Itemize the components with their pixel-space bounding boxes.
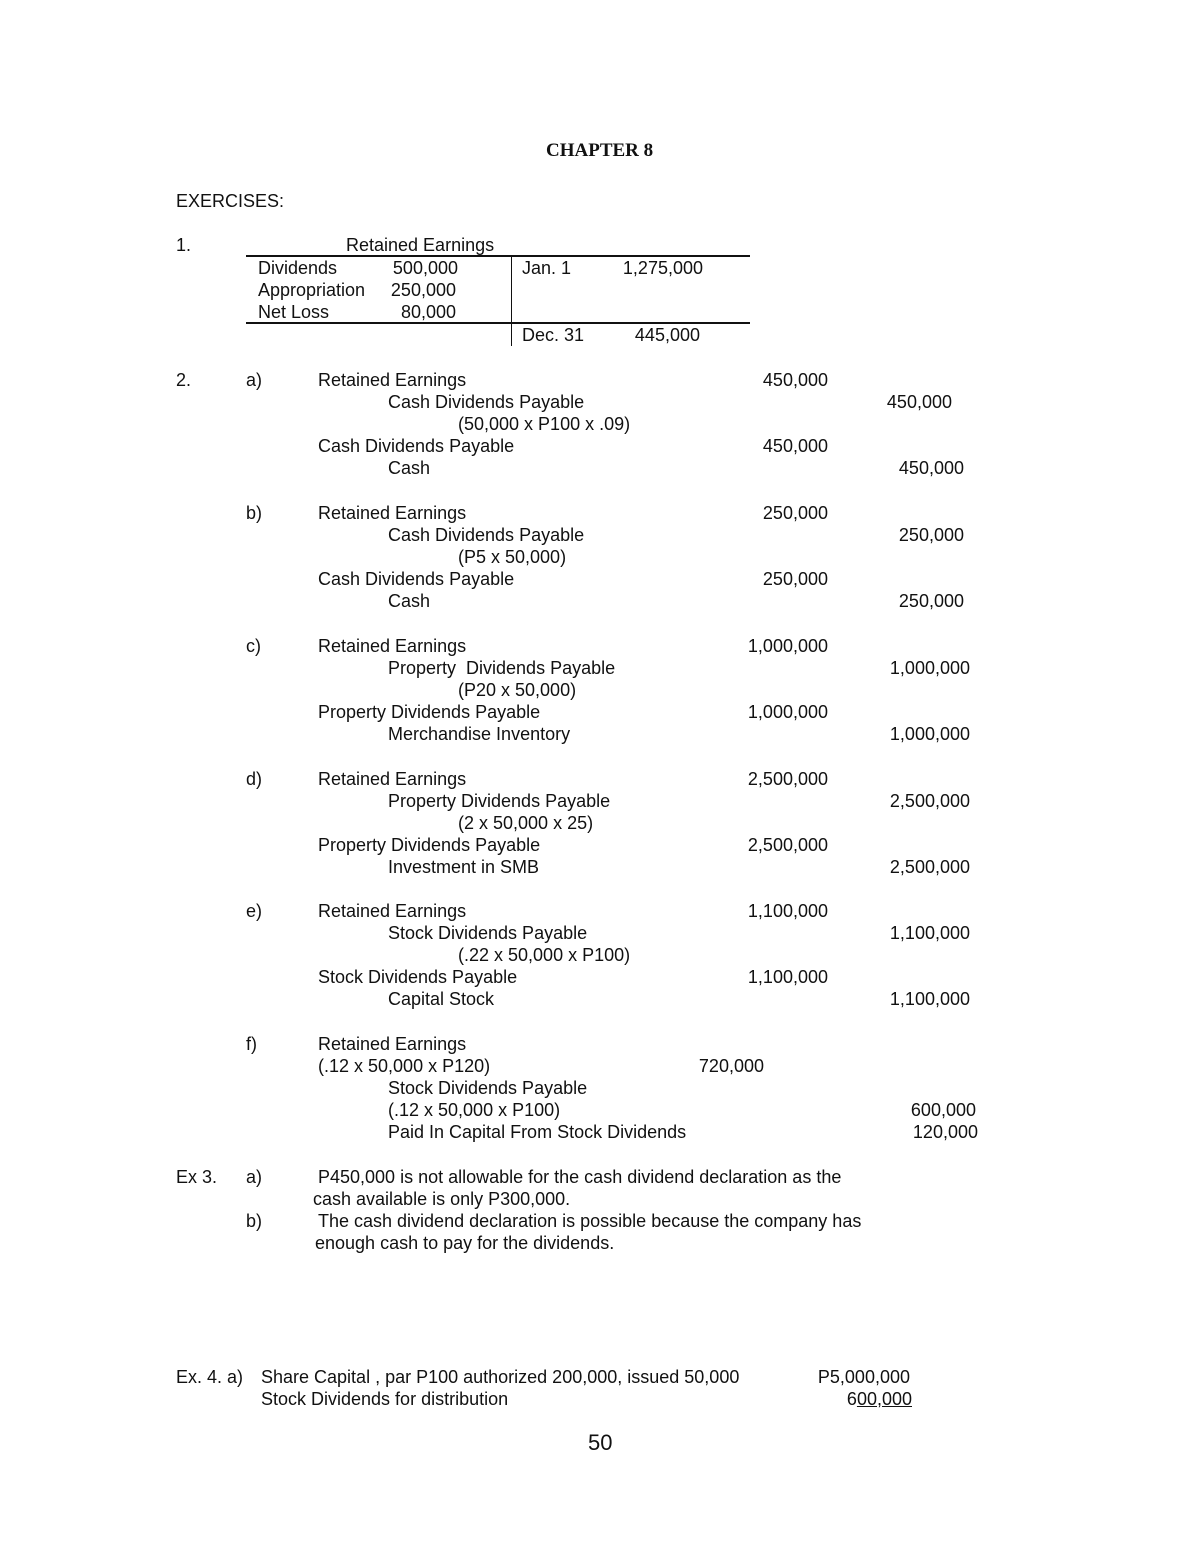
debit-amount: 2,500,000 <box>747 769 828 789</box>
credit-amount: 1,100,000 <box>889 923 970 943</box>
debit-account: Retained Earnings <box>318 1034 467 1054</box>
credit-account: Cash Dividends Payable <box>388 525 585 545</box>
credit-account: Merchandise Inventory <box>388 724 571 744</box>
debit-account: Retained Earnings <box>318 370 467 390</box>
answer-text: The cash dividend declaration is possible because the company has <box>318 1211 862 1231</box>
debit-account: Cash Dividends Payable <box>318 569 515 589</box>
amount-prefix: 6 <box>846 1389 857 1409</box>
exercises-heading: EXERCISES: <box>176 191 285 211</box>
exercise-number: 1. <box>176 235 192 255</box>
part-letter: b) <box>246 503 263 523</box>
computation: (.22 x 50,000 x P100) <box>458 945 631 965</box>
debit-account: Property Dividends Payable <box>318 835 541 855</box>
debit-account: Retained Earnings <box>318 769 467 789</box>
amount-underlined: 00,000 <box>856 1389 912 1409</box>
debit-amount: 1,000,000 <box>747 636 828 656</box>
credit-account: Paid In Capital From Stock Dividends <box>388 1122 687 1142</box>
debit-amount: 1,100,000 <box>747 967 828 987</box>
debit-account: Cash Dividends Payable <box>318 436 515 456</box>
debit-amount: 1,000,000 <box>747 702 828 722</box>
page-number: 50 <box>588 1430 613 1455</box>
computation: (50,000 x P100 x .09) <box>458 414 631 434</box>
debit-amount: 250,000 <box>762 503 828 523</box>
part-letter: b) <box>246 1211 263 1231</box>
part-letter: e) <box>246 901 263 921</box>
debit-amount: 1,100,000 <box>747 901 828 921</box>
chapter-title: CHAPTER 8 <box>546 140 654 161</box>
answer-text: P450,000 is not allowable for the cash dividend declaration as the <box>318 1167 842 1187</box>
credit-amount: 1,100,000 <box>889 989 970 1009</box>
exercise-label: Ex 3. <box>176 1167 218 1187</box>
debit-account: Property Dividends Payable <box>318 702 541 722</box>
part-letter: a) <box>246 1167 263 1187</box>
credit-account: Capital Stock <box>388 989 495 1009</box>
part-letter: a) <box>246 370 263 390</box>
ending-balance-amount: 445,000 <box>634 325 700 345</box>
credit-amount: 1,000,000 <box>889 724 970 744</box>
credit-account: Cash Dividends Payable <box>388 392 585 412</box>
credit-account: Cash <box>388 458 431 478</box>
debit-amount: 2,500,000 <box>747 835 828 855</box>
debit-account: Stock Dividends Payable <box>318 967 518 987</box>
part-letter: c) <box>246 636 261 656</box>
credit-account: Stock Dividends Payable <box>388 923 588 943</box>
debit-amount: 720,000 <box>698 1056 764 1076</box>
debit-amount: 450,000 <box>762 370 828 390</box>
credit-amount: 250,000 <box>898 591 964 611</box>
credit-amount: 2,500,000 <box>889 857 970 877</box>
credit-amount: 120,000 <box>912 1122 978 1142</box>
credit-account: Cash <box>388 591 431 611</box>
line-item-amount: P5,000,000 <box>817 1367 910 1387</box>
debit-account: Retained Earnings <box>318 503 467 523</box>
computation: (2 x 50,000 x 25) <box>458 813 594 833</box>
computation: (.12 x 50,000 x P120) <box>318 1056 491 1076</box>
debit-amount: 80,000 <box>400 302 456 322</box>
part-letter: d) <box>246 769 263 789</box>
credit-amount: 1,000,000 <box>889 658 970 678</box>
line-item-label: Share Capital , par P100 authorized 200,000, issued 50,000 <box>261 1367 740 1387</box>
ending-balance-label: Dec. 31 <box>522 325 585 345</box>
exercise-label: Ex. 4. a) <box>176 1367 244 1387</box>
debit-label: Dividends <box>258 258 338 278</box>
line-item-amount <box>790 1388 912 1410</box>
debit-amount: 250,000 <box>390 280 456 300</box>
credit-amount: 2,500,000 <box>889 791 970 811</box>
credit-amount: 450,000 <box>886 392 952 412</box>
credit-amount: 600,000 <box>910 1100 976 1120</box>
answer-text: enough cash to pay for the dividends. <box>315 1233 615 1253</box>
t-account-title: Retained Earnings <box>346 235 495 255</box>
debit-account: Retained Earnings <box>318 636 467 656</box>
part-letter: f) <box>246 1034 257 1054</box>
computation: (P20 x 50,000) <box>458 680 577 700</box>
t-account-divider <box>511 256 512 346</box>
credit-account: Property Dividends Payable <box>388 791 611 811</box>
credit-amount: 1,275,000 <box>622 258 703 278</box>
debit-amount: 500,000 <box>392 258 458 278</box>
credit-label: Jan. 1 <box>522 258 572 278</box>
debit-label: Appropriation <box>258 280 366 300</box>
answer-text: cash available is only P300,000. <box>313 1189 571 1209</box>
credit-amount: 250,000 <box>898 525 964 545</box>
credit-account: Stock Dividends Payable <box>388 1078 588 1098</box>
credit-account: Investment in SMB <box>388 857 540 877</box>
debit-account: Retained Earnings <box>318 901 467 921</box>
debit-amount: 250,000 <box>762 569 828 589</box>
line-item-label: Stock Dividends for distribution <box>261 1389 509 1409</box>
exercise-number: 2. <box>176 370 192 390</box>
computation: (.12 x 50,000 x P100) <box>388 1100 561 1120</box>
debit-label: Net Loss <box>258 302 330 322</box>
credit-account: Property Dividends Payable <box>388 658 616 678</box>
debit-amount: 450,000 <box>762 436 828 456</box>
credit-amount: 450,000 <box>898 458 964 478</box>
computation: (P5 x 50,000) <box>458 547 567 567</box>
